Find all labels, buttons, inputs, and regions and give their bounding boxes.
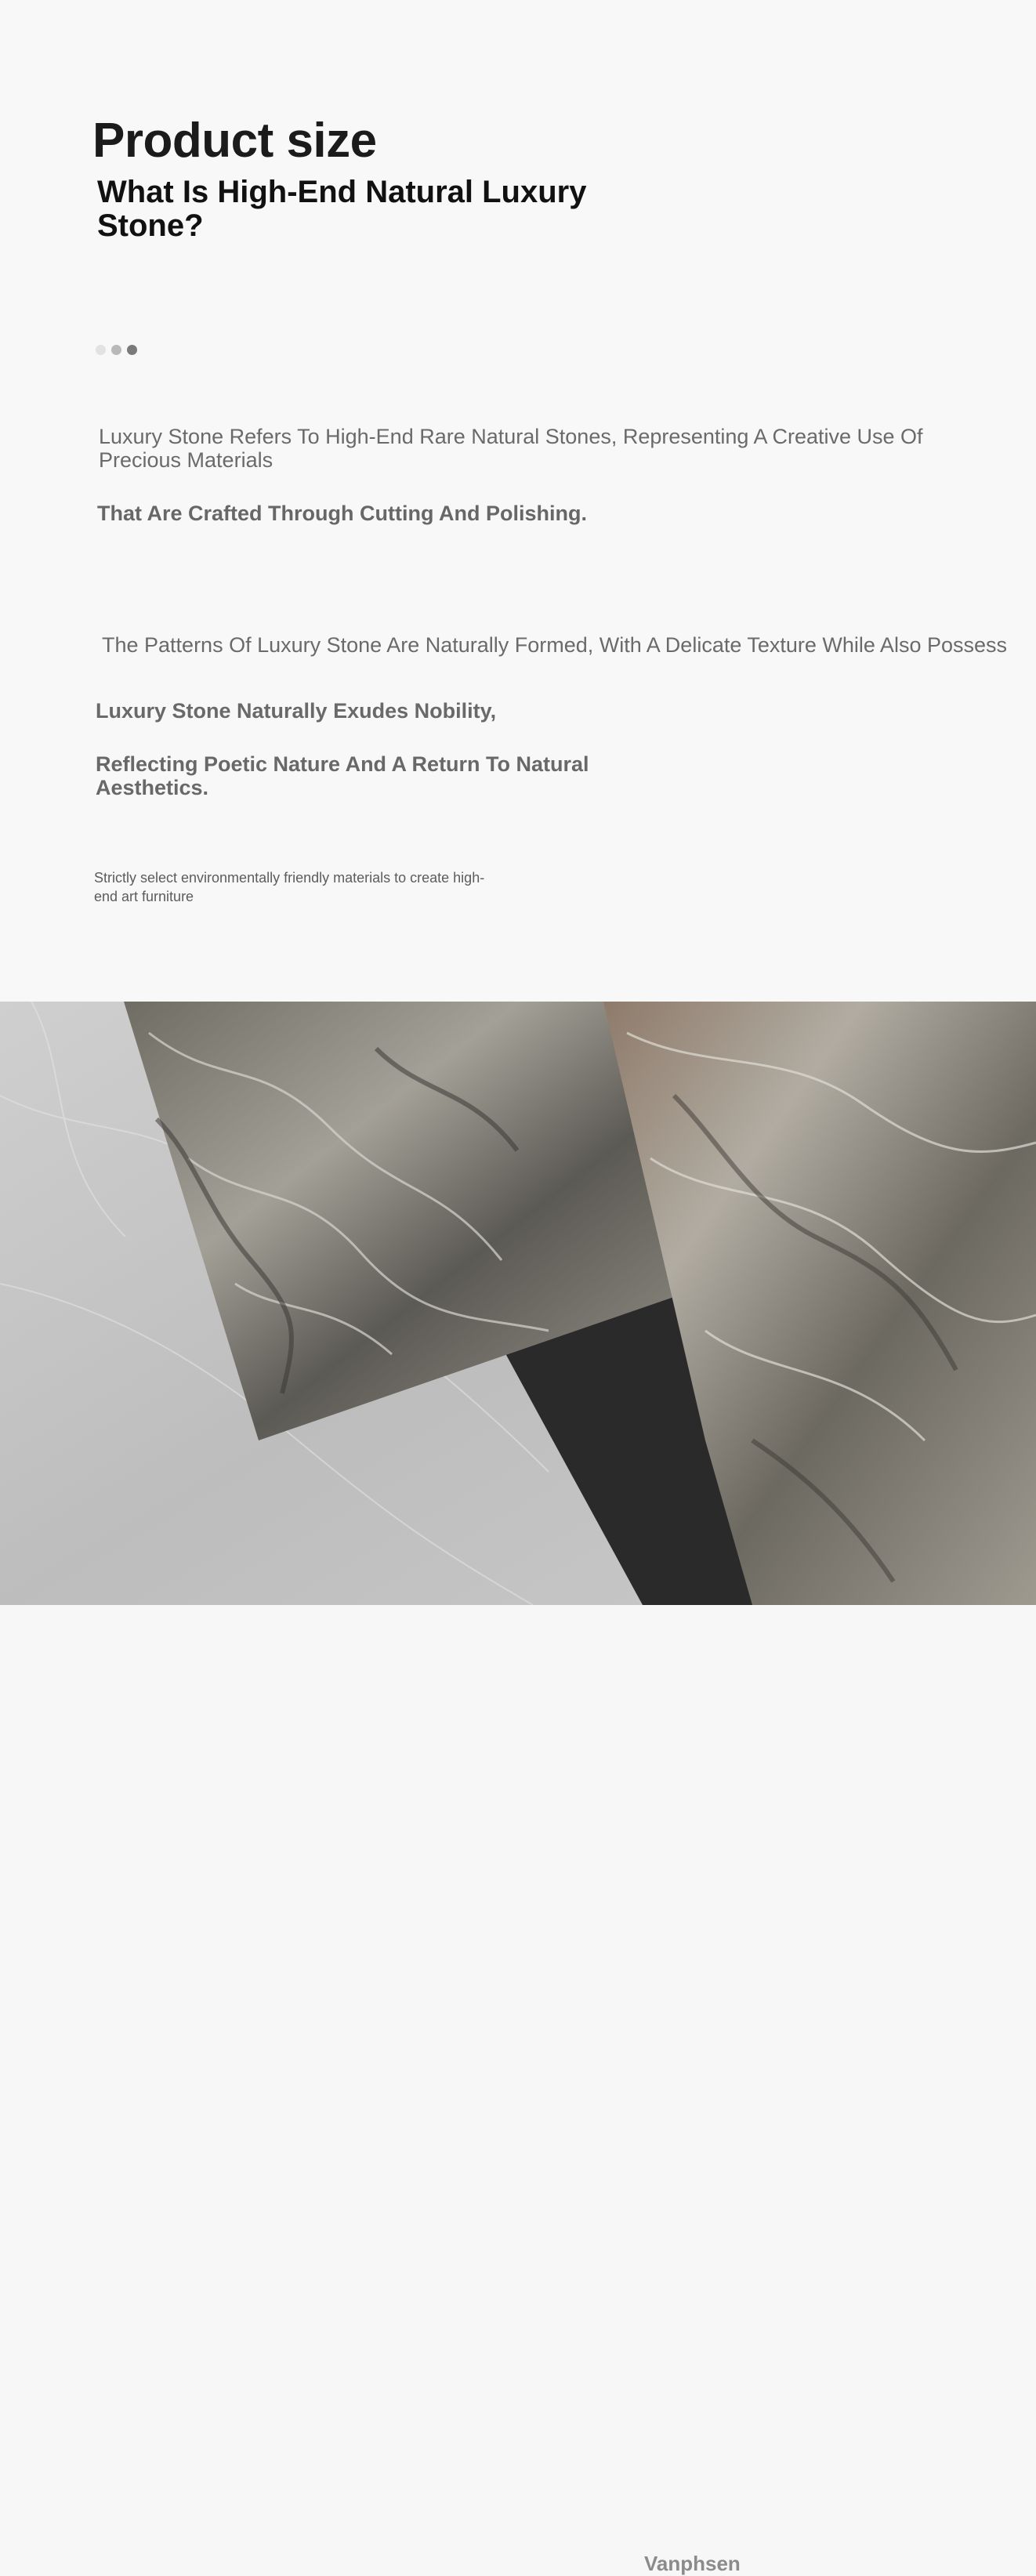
description-paragraph: Luxury Stone Refers To High-End Rare Natural Stones, Representing A Creative Use Of Precious Materials	[99, 425, 923, 472]
page-title: What Is High-End Natural Luxury Stone?	[97, 175, 587, 243]
product-photo	[0, 1002, 1036, 2575]
description-paragraph: The Patterns Of Luxury Stone Are Naturally Formed, With A Delicate Texture While Also Possess	[102, 633, 1008, 657]
carousel-dot-active[interactable]	[127, 345, 137, 355]
tagline: Strictly select environmentally friendly materials to create high-end art furniture	[94, 870, 485, 904]
description-emphasis: Reflecting Poetic Nature And A Return To Natural Aesthetics.	[96, 752, 589, 799]
description-emphasis: Luxury Stone Naturally Exudes Nobility,	[96, 699, 497, 723]
carousel-dot[interactable]	[111, 345, 121, 355]
carousel-dots	[96, 345, 137, 355]
brand-watermark: Vanphsen	[644, 2552, 741, 2575]
marble-slabs-illustration	[0, 1002, 1036, 1605]
product-size-heading: Product size	[92, 114, 377, 168]
description-emphasis: That Are Crafted Through Cutting And Polishing.	[97, 502, 587, 525]
carousel-dot[interactable]	[96, 345, 106, 355]
info-section	[0, 0, 1036, 1002]
